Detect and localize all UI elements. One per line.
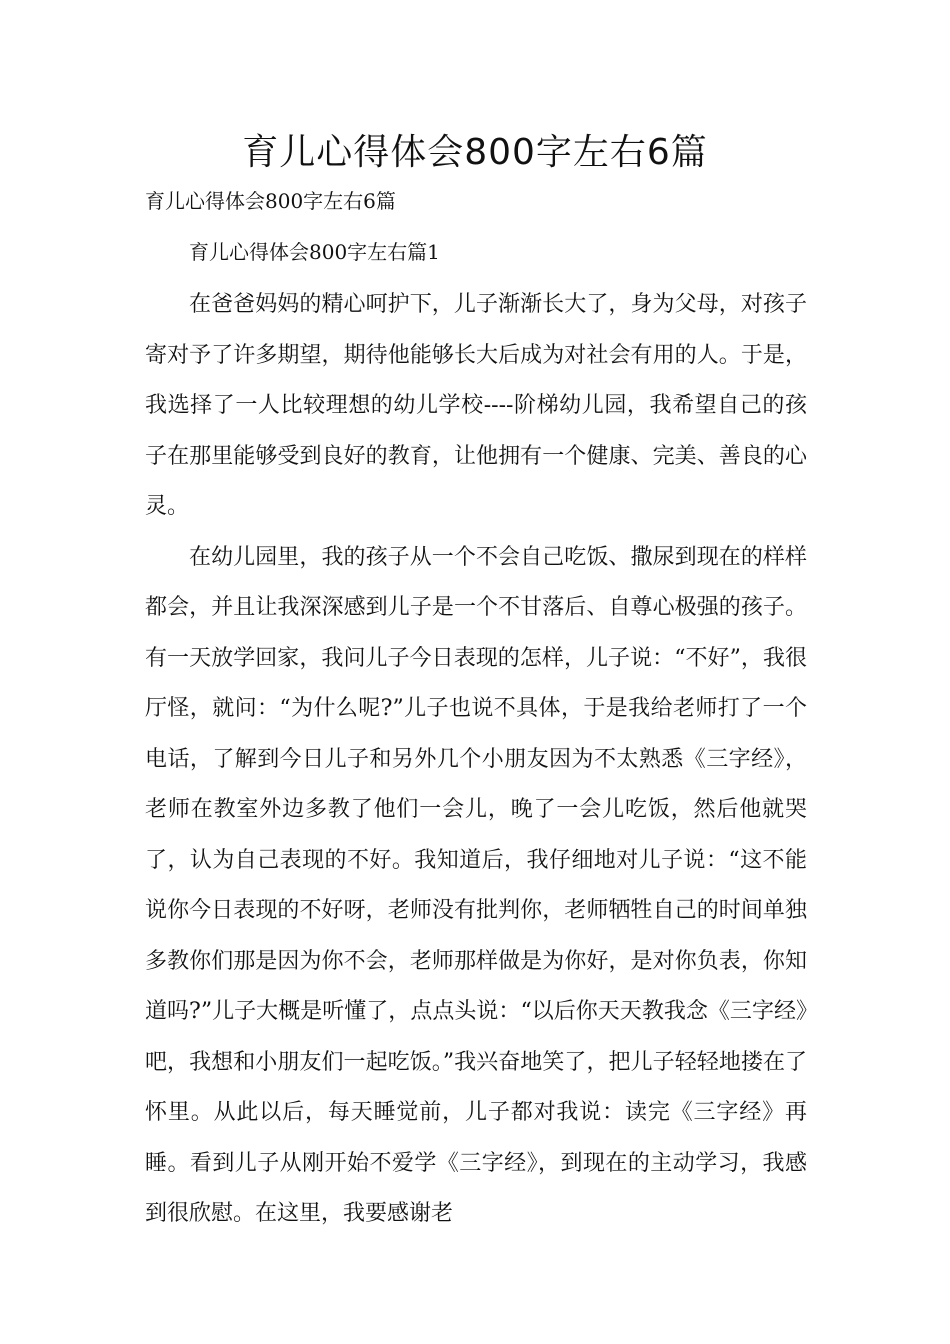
paragraph: 在幼儿园里，我的孩子从一个不会自己吃饭、撒尿到现在的样样都会，并且让我深深感到儿子是一个不甘落后、自尊心极强的孩子。有一天放学回家，我问儿子今日表现的怎样，儿子说：“不好”，我很厅怪，就问：“为什么呢?”儿子也说不具体，于是我给老师打了一个电话，了解到今日儿子和另外几个小朋友因为不太熟悉《三字经》，老师在教室外边多教了他们一会儿，晚了一会儿吃饭，然后他就哭了，认为自己表现的不好。我知道后，我仔细地对儿子说：“这不能说你今日表现的不好呀，老师没有批判你，老师牺牲自己的时间单独多教你们那是因为你不会，老师那样做是为你好，是对你负表，你知道吗?”儿子大概是听懂了，点点头说：“以后你天天教我念《三字经》吧，我想和小朋友们一起吃饭。”我兴奋地笑了，把儿子轻轻地搂在了怀里。从此以后，每天睡觉前，儿子都对我说：读完《三字经》再睡。看到儿子从刚开始不爱学《三字经》，到现在的主动学习，我感到很欣慰。在这里，我要感谢老: [145, 544, 807, 1226]
document-title: 育儿心得体会800字左右6篇: [242, 132, 708, 173]
section-heading: 育儿心得体会800字左右篇1: [189, 240, 440, 264]
body-text: [145, 280, 807, 1240]
paragraph: 在爸爸妈妈的精心呵护下，儿子渐渐长大了，身为父母，对孩子寄对予了许多期望，期待他能够长大后成为对社会有用的人。于是，我选择了一人比较理想的幼儿学校----阶梯幼儿园，我希望自己的孩子在那里能够受到良好的教育，让他拥有一个健康、完美、善良的心灵。: [145, 292, 807, 519]
document-subtitle: 育儿心得体会800字左右6篇: [145, 189, 396, 213]
